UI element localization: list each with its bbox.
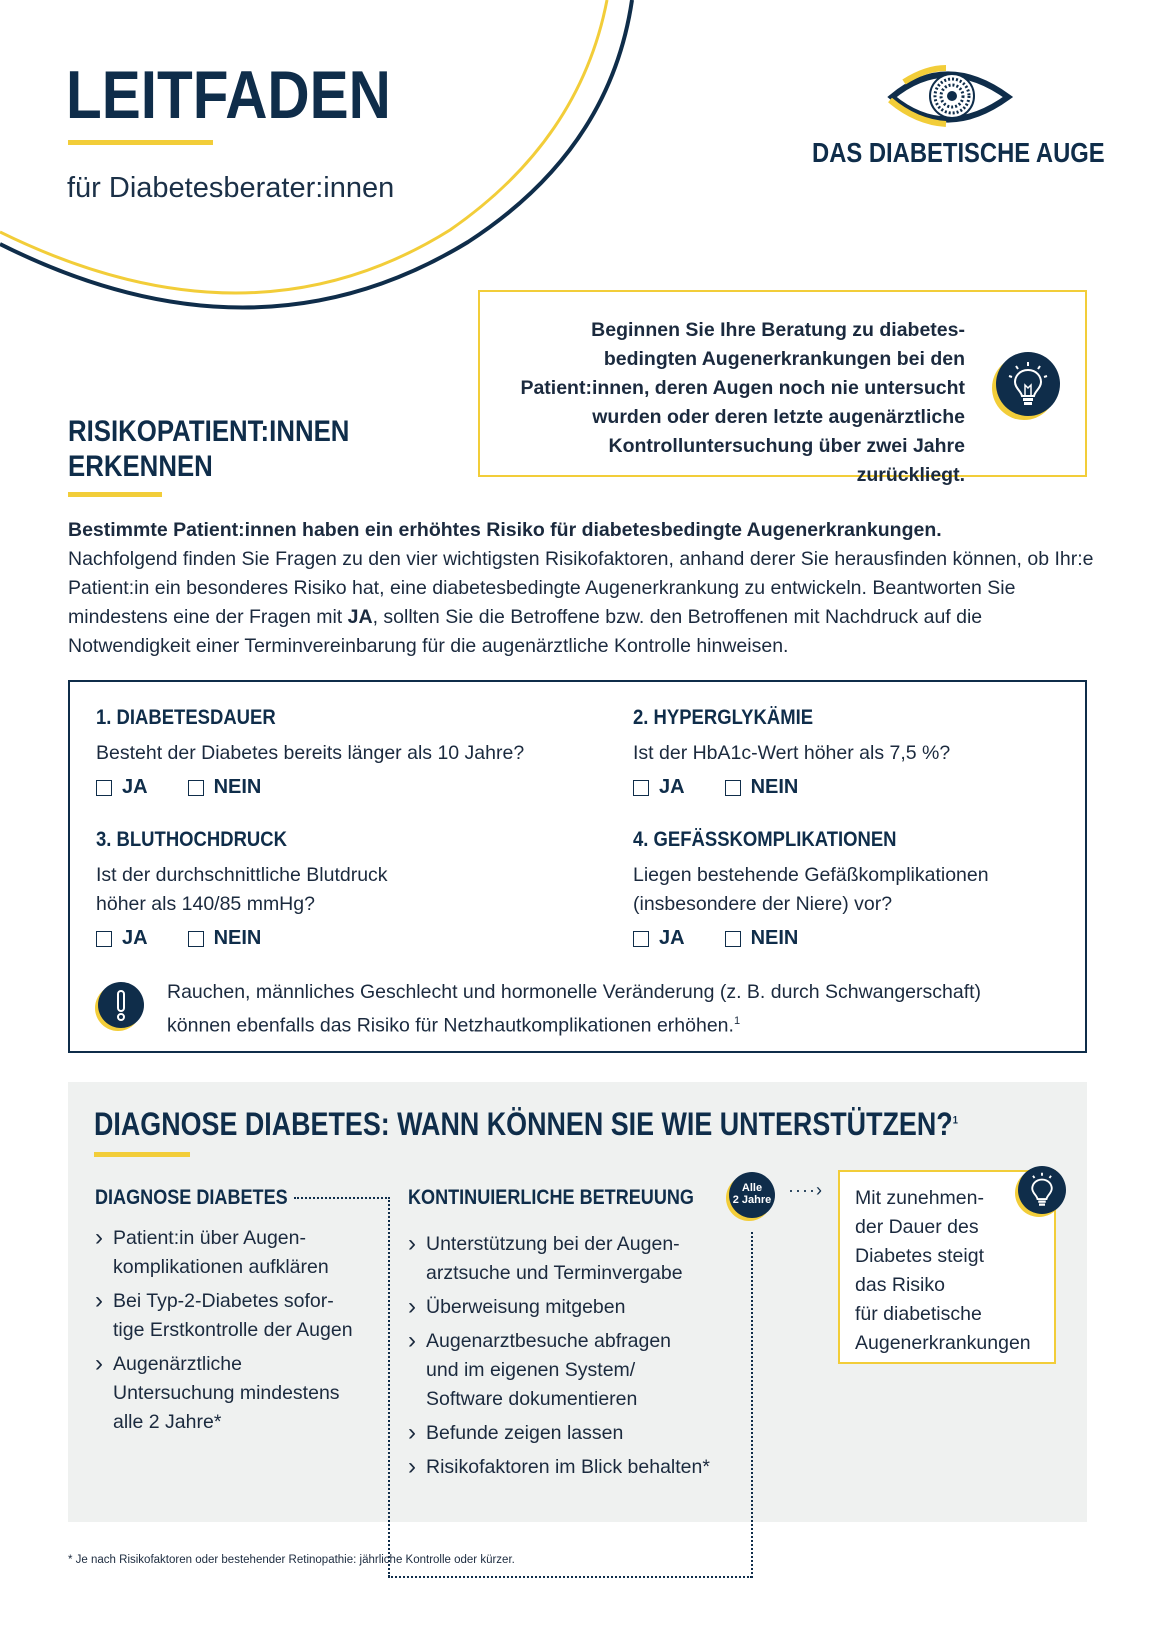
diagnosis-heading: DIAGNOSE DIABETES: WANN KÖNNEN SIE WIE UNTERSTÜTZEN?$^1$ — [94, 1106, 958, 1142]
answer-nein-checkbox[interactable]: NEIN — [188, 927, 262, 950]
list-item: › Überweisung mitgeben — [408, 1293, 748, 1322]
answer-ja-checkbox[interactable]: JA — [633, 776, 685, 799]
section-underline — [94, 1152, 190, 1157]
risk-tip-box: Mit zunehmen- der Dauer des Diabetes steigt das Risiko für diabetische Augenerkrankungen — [838, 1170, 1056, 1364]
dotted-connector — [751, 1232, 753, 1578]
risk-questions-box — [68, 680, 1087, 1053]
col-diagnose-heading: DIAGNOSE DIABETES — [95, 1186, 288, 1209]
decorative-arcs — [0, 0, 640, 330]
footnote: * Je nach Risikofaktoren oder bestehender Retinopathie: jährliche Kontrolle oder kürzer. — [68, 1554, 515, 1566]
list-item: › Augenärztliche Untersuchung mindestens alle 2 Jahre* — [95, 1350, 375, 1437]
col-betreuung-list — [408, 1230, 748, 1487]
answer-nein-checkbox[interactable]: NEIN — [725, 776, 799, 799]
exclamation-icon — [98, 982, 144, 1028]
question-hyperglykaemie: 2. HYPERGLYKÄMIE Ist der HbA1c-Wert höher als 7,5 %? JA NEIN — [633, 706, 951, 798]
every-2-years-badge: Alle 2 Jahre — [729, 1172, 775, 1218]
list-item: › Unterstützung bei der Augen- arztsuche und Terminvergabe — [408, 1230, 748, 1288]
lightbulb-icon — [996, 352, 1060, 416]
col-diagnose-list — [95, 1224, 375, 1442]
question-bluthochdruck: 3. BLUTHOCHDRUCK Ist der durchschnittliche Blutdruck höher als 140/85 mmHg? JA NEIN — [96, 828, 388, 949]
diagnosis-section — [68, 1082, 1087, 1522]
page-subtitle: für Diabetesberater:innen — [67, 172, 395, 204]
answer-ja-checkbox[interactable]: JA — [96, 927, 148, 950]
dotted-connector — [388, 1576, 752, 1578]
lightbulb-icon — [1018, 1166, 1066, 1214]
dotted-arrow-icon: ····› — [788, 1180, 823, 1200]
risk-section-heading: RISIKOPATIENT:INNEN ERKENNEN — [68, 415, 350, 483]
question-gefaesskomplikationen: 4. GEFÄSSKOMPLIKATIONEN Liegen bestehende Gefäßkomplikationen (insbesondere der Niere) vor? JA NEIN — [633, 828, 989, 949]
answer-nein-checkbox[interactable]: NEIN — [188, 776, 262, 799]
dotted-connector — [294, 1197, 390, 1199]
col-betreuung-heading: KONTINUIERLICHE BETREUUNG — [408, 1186, 694, 1209]
list-item: › Bei Typ-2-Diabetes sofor- tige Erstkontrolle der Augen — [95, 1287, 375, 1345]
eye-icon — [886, 64, 1016, 130]
answer-ja-checkbox[interactable]: JA — [633, 927, 685, 950]
title-underline — [68, 140, 213, 145]
risk-warning-text: Rauchen, männliches Geschlecht und hormonelle Veränderung (z. B. durch Schwangerschaft) können ebenfalls das Risiko für Netzhautkomplikationen erhöhen.$^1$ — [167, 981, 982, 1037]
list-item: › Augenarztbesuche abfragen und im eigenen System/ Software dokumentieren — [408, 1327, 748, 1414]
section-underline — [68, 492, 162, 497]
list-item: › Befunde zeigen lassen — [408, 1419, 748, 1448]
question-diabetesdauer: 1. DIABETESDAUER Besteht der Diabetes bereits länger als 10 Jahre? JA NEIN — [96, 706, 525, 798]
answer-ja-checkbox[interactable]: JA — [96, 776, 148, 799]
callout-text: Beginnen Sie Ihre Beratung zu diabetes- bedingten Augenerkrankungen bei den Patient:innen, deren Augen noch nie untersucht wurden oder deren letzte augenärztliche Kontrolluntersuchung über zwei Jahre zurückliegt. — [520, 319, 965, 486]
logo-wordmark: DAS DIABETISCHE AUGE — [812, 137, 1105, 168]
dotted-connector — [388, 1197, 390, 1577]
page-title: LEITFADEN — [66, 57, 391, 133]
list-item: › Risikofaktoren im Blick behalten* — [408, 1453, 748, 1482]
answer-nein-checkbox[interactable]: NEIN — [725, 927, 799, 950]
list-item: › Patient:in über Augen- komplikationen aufklären — [95, 1224, 375, 1282]
risk-intro-text: Bestimmte Patient:innen haben ein erhöhtes Risiko für diabetesbedingte Augenerkrankungen. Nachfolgend finden Sie Fragen zu den vier wichtigsten Risikofaktoren, anhand derer Sie herausfinden können, ob Ihr:e Patient:in ein besonderes Risiko hat, eine diabetesbedingte Augenerkrankung zu entwickeln. Beantworten Sie mindestens eine der Fragen mit JA, sollten Sie die Betroffene bzw. den Betroffenen mit Nachdruck auf die Notwendigkeit einer Terminvereinbarung für die augenärztliche Kontrolle hinweisen. — [68, 519, 1094, 657]
